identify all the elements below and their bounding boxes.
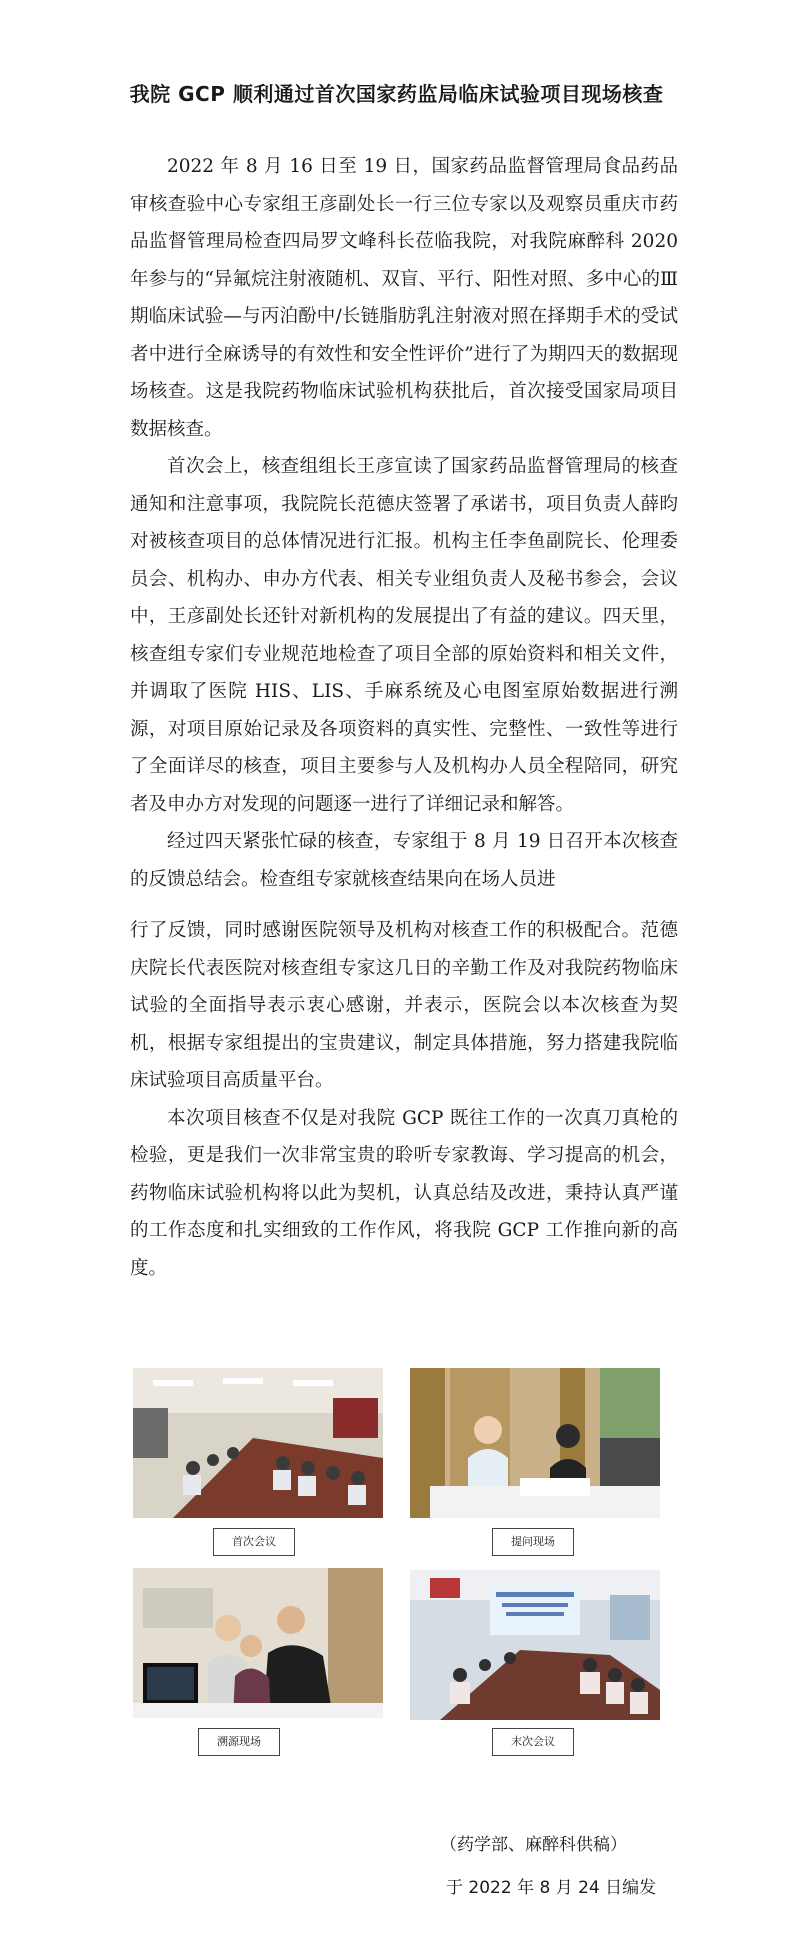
photo-first-meeting (133, 1368, 383, 1548)
computer-review-photo (133, 1568, 383, 1718)
paragraph-3-continued: 行了反馈，同时感谢医院领导及机构对核查工作的积极配合。范德庆院长代表医院对核查组专家这几日的辛勤工作及对我院药物临床试验的全面指导表示衷心感谢，并表示，医院会以本次核查为契机，根据专家组提出的宝贵建议，制定具体措施，努力搭建我院临床试验项目高质量平台。 (130, 920, 678, 1091)
caption-first-meeting: 首次会议 (213, 1528, 295, 1556)
caption-closing-meeting: 末次会议 (492, 1728, 574, 1756)
closing-meeting-photo (410, 1570, 660, 1720)
source-credit: （药学部、麻醉科供稿） (440, 1835, 627, 1855)
publish-date: 于 2022 年 8 月 24 日编发 (446, 1878, 657, 1898)
photo-closing-meeting (410, 1570, 660, 1748)
paragraph-1: 2022 年 8 月 16 日至 19 日，国家药品监督管理局食品药品审核查验中心专家组王彦副处长一行三位专家以及观察员重庆市药品监督管理局检查四局罗文峰科长莅临我院，对我院麻醉科 2020 年参与的“异氟烷注射液随机、双盲、平行、阳性对照、多中心的Ⅲ期临床试验—与丙泊酚中/长链脂肪乳注射液对照在择期手术的受试者中进行全麻诱导的有效性和安全性评价”进行了为期四天的数据现场核查。这是我院药物临床试验机构获批后，首次接受国家局项目数据核查。 (130, 156, 678, 440)
paragraph-4: 本次项目核查不仅是对我院 GCP 既往工作的一次真刀真枪的检验，更是我们一次非常宝贵的聆听专家教诲、学习提高的机会，药物临床试验机构将以此为契机，认真总结及改进，秉持认真严谨的工作态度和扎实细致的工作作风，将我院 GCP 工作推向新的高度。 (130, 1107, 678, 1279)
caption-interview: 提问现场 (492, 1528, 574, 1556)
photo-source-tracing (133, 1568, 383, 1748)
article-title: 我院 GCP 顺利通过首次国家药监局临床试验项目现场核查 (129, 82, 664, 106)
paragraph-2: 首次会上，核查组组长王彦宣读了国家药品监督管理局的核查通知和注意事项，我院院长范德庆签署了承诺书，项目负责人薛昀对被核查项目的总体情况进行汇报。机构主任李鱼副院长、伦理委员会、机构办、申办方代表、相关专业组负责人及秘书参会，会议中，王彦副处长还针对新机构的发展提出了有益的建议。四天里，核查组专家们专业规范地检查了项目全部的原始资料和相关文件，并调取了医院 HIS、LIS、手麻系统及心电图室原始数据进行溯源，对项目原始记录及各项资料的真实性、完整性、一致性等进行了全面详尽的核查，项目主要参与人及机构办人员全程陪同，研究者及申办方对发现的问题逐一进行了详细记录和解答。 (130, 456, 678, 815)
photo-interview (410, 1368, 660, 1548)
paragraph-3: 经过四天紧张忙碌的核查，专家组于 8 月 19 日召开本次核查的反馈总结会。检查组专家就核查结果向在场人员进 (130, 831, 678, 890)
interview-photo (410, 1368, 660, 1518)
article-body (130, 148, 678, 1287)
meeting-room-photo (133, 1368, 383, 1518)
caption-source-tracing: 溯源现场 (198, 1728, 280, 1756)
